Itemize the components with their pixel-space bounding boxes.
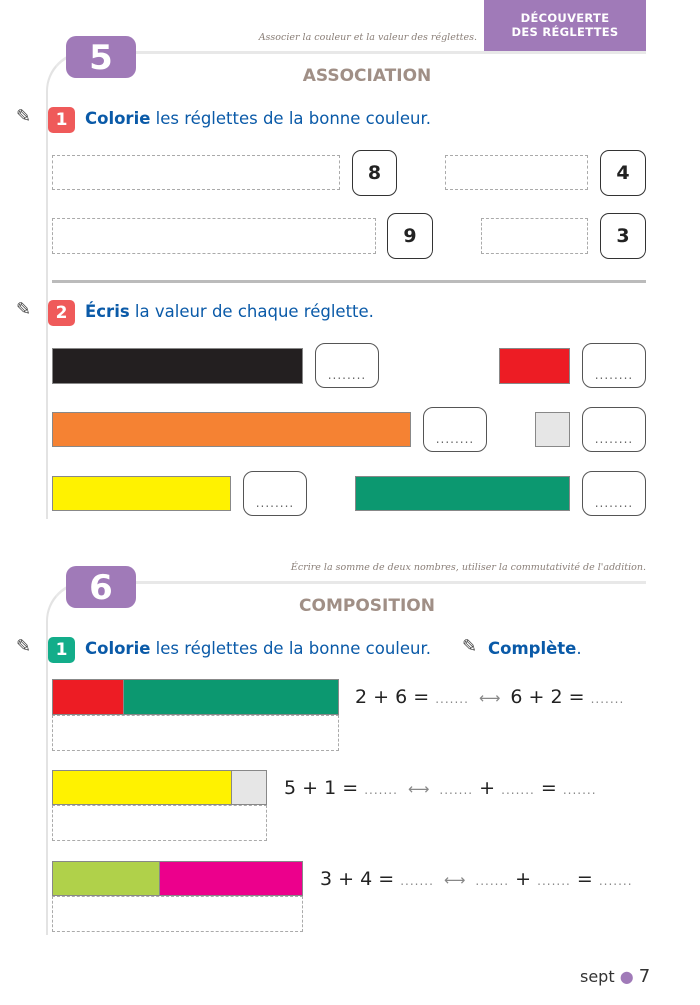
instruction bbox=[85, 302, 374, 321]
rod-lime bbox=[52, 861, 160, 896]
rod-to-color[interactable] bbox=[52, 155, 340, 190]
equals: = bbox=[576, 868, 593, 890]
instruction bbox=[85, 109, 431, 128]
section-number-6: 6 bbox=[66, 566, 136, 608]
instruction-text: les réglettes de la bonne couleur. bbox=[150, 639, 431, 658]
rod-to-color[interactable] bbox=[445, 155, 588, 190]
rod-to-color[interactable] bbox=[52, 715, 339, 751]
pencil-color-icon: ✎ bbox=[16, 636, 32, 657]
pencil-write-icon: ✎ bbox=[462, 636, 478, 657]
sum: 2 + 6 = bbox=[355, 686, 430, 708]
commutative-arrow-icon: ⟷ bbox=[407, 780, 430, 798]
exercise-badge: 1 bbox=[48, 107, 75, 133]
answer-blank[interactable]: ....... bbox=[598, 874, 633, 888]
answer-box[interactable]: ........ bbox=[423, 407, 487, 452]
answer-box[interactable]: ........ bbox=[315, 343, 379, 388]
rod-to-color[interactable] bbox=[481, 218, 588, 254]
category-tag bbox=[484, 0, 646, 53]
objective-6: Écrire la somme de deux nombres, utiliser la commutativité de l'addition. bbox=[290, 562, 646, 573]
rod-pink bbox=[159, 861, 303, 896]
verb: Colorie bbox=[85, 639, 151, 658]
equation-row bbox=[355, 686, 624, 708]
value-box: 3 bbox=[600, 213, 646, 259]
equals: = bbox=[540, 777, 557, 799]
rod-green bbox=[355, 476, 570, 511]
exercise-badge: 2 bbox=[48, 300, 75, 326]
pencil-write-icon: ✎ bbox=[16, 299, 32, 320]
page-word: sept bbox=[580, 967, 615, 986]
answer-blank[interactable]: ....... bbox=[590, 692, 625, 706]
page-footer bbox=[580, 966, 650, 987]
period: . bbox=[576, 639, 582, 658]
rod-green bbox=[123, 679, 339, 715]
value-box: 8 bbox=[352, 150, 397, 196]
rod-yellow bbox=[52, 770, 232, 805]
rod-to-color[interactable] bbox=[52, 218, 376, 254]
equation-row bbox=[284, 777, 597, 799]
rod-white bbox=[535, 412, 570, 447]
instruction bbox=[85, 639, 431, 658]
category-line: DÉCOUVERTE bbox=[520, 11, 610, 25]
answer-box[interactable]: ........ bbox=[582, 343, 646, 388]
answer-box[interactable]: ........ bbox=[582, 407, 646, 452]
instruction-text: la valeur de chaque réglette. bbox=[129, 302, 374, 321]
answer-blank[interactable]: ....... bbox=[562, 783, 597, 797]
answer-blank[interactable]: ....... bbox=[435, 692, 469, 706]
instruction-text: les réglettes de la bonne couleur. bbox=[150, 109, 431, 128]
section-title-5: ASSOCIATION bbox=[302, 66, 432, 86]
answer-blank[interactable]: ....... bbox=[400, 874, 434, 888]
exercise-badge: 1 bbox=[48, 637, 75, 663]
bullet-icon: ● bbox=[619, 967, 634, 986]
divider bbox=[52, 280, 646, 283]
rod-red bbox=[52, 679, 124, 715]
rod-white bbox=[231, 770, 267, 805]
page-number: 7 bbox=[638, 966, 651, 987]
commutative-arrow-icon: ⟷ bbox=[443, 871, 466, 889]
instruction-2 bbox=[488, 639, 582, 658]
rod-yellow bbox=[52, 476, 231, 511]
rod-red bbox=[499, 348, 570, 384]
verb: Écris bbox=[85, 302, 130, 321]
sum: 6 + 2 = bbox=[510, 686, 585, 708]
rod-to-color[interactable] bbox=[52, 896, 303, 932]
answer-blank[interactable]: ....... bbox=[439, 783, 474, 797]
sum: 5 + 1 = bbox=[284, 777, 359, 799]
objective-5: Associer la couleur et la valeur des réglettes. bbox=[258, 32, 477, 43]
answer-blank[interactable]: ....... bbox=[501, 783, 535, 797]
verb: Complète bbox=[488, 639, 577, 658]
sum: 3 + 4 = bbox=[320, 868, 395, 890]
value-box: 4 bbox=[600, 150, 646, 196]
value-box: 9 bbox=[387, 213, 433, 259]
answer-blank[interactable]: ....... bbox=[364, 783, 398, 797]
pencil-color-icon: ✎ bbox=[16, 106, 32, 127]
commutative-arrow-icon: ⟷ bbox=[478, 689, 501, 707]
section-title-6: COMPOSITION bbox=[299, 596, 435, 616]
rod-black bbox=[52, 348, 303, 384]
answer-box[interactable]: ........ bbox=[582, 471, 646, 516]
plus: + bbox=[515, 868, 532, 890]
plus: + bbox=[479, 777, 496, 799]
answer-blank[interactable]: ....... bbox=[537, 874, 571, 888]
category-line: DES RÉGLETTES bbox=[511, 25, 619, 39]
answer-box[interactable]: ........ bbox=[243, 471, 307, 516]
rod-orange bbox=[52, 412, 411, 447]
rod-to-color[interactable] bbox=[52, 805, 267, 841]
equation-row bbox=[320, 868, 633, 890]
answer-blank[interactable]: ....... bbox=[475, 874, 510, 888]
section-number-5: 5 bbox=[66, 36, 136, 78]
verb: Colorie bbox=[85, 109, 151, 128]
